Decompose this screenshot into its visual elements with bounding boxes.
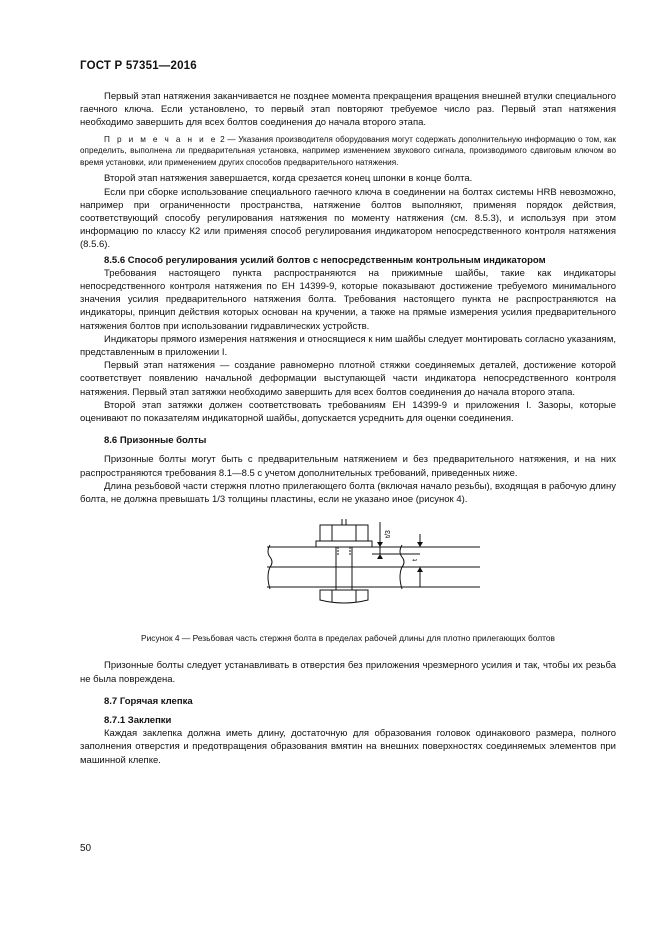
section-heading-8-6: 8.6 Призонные болты: [104, 435, 207, 447]
page-content: [80, 90, 616, 767]
page-number: 50: [80, 843, 92, 854]
section-heading-8-7: 8.7 Горячая клепка: [104, 695, 193, 707]
nut: [320, 525, 368, 541]
document-header: ГОСТ Р 57351—2016: [80, 60, 197, 72]
figure-4-bolt-drawing: [80, 514, 616, 622]
paragraph: Требования настоящего пункта распространяются на прижимные шайбы, такие как индикаторы непосредственного контроля натяжения по ЕН 14399-9, которые показывают достижение требуемого минимального значения усилия предварительного натяжения болта. Требования настоящего пункта не распространяются на индикаторы, принцип действия которых основан на кручении, а также на прямые измерения усилия предварительного натяжения болтов при использовании гидравлических устройств.: [80, 267, 616, 332]
figure-caption: Рисунок 4 — Резьбовая часть стержня болта в пределах рабочей длины для плотно прилегающих болтов: [141, 633, 555, 644]
section-heading-8-5-6: 8.5.6 Способ регулирования усилий болтов с непосредственным контрольным индикатором: [104, 254, 546, 266]
paragraph: Первый этап натяжения заканчивается не позднее момента прекращения вращения внешней втулки специального гаечного ключа. Если установлено, то первый этап повторяют требуемое число раз. Первый этап натяжения необходимо завершить для всех болтов соединения до начала второго этапа.: [80, 91, 616, 129]
paragraph: Если при сборке использование специального гаечного ключа в соединении на болтах системы HRB невозможно, например при ограниченности пространства, натяжение болтов выполняют, применяя порядок действия, соответствующий способу регулирования натяжения по моменту натяжения (см. 8.5.3), и используя при этом информацию по классу К2 или применяя способ регулирования индикатором непосредственного контроля натяжения (8.5.6).: [80, 186, 616, 251]
paragraph: Призонные болты следует устанавливать в отверстия без приложения чрезмерного усилия и так, чтобы их резьба не была повреждена.: [80, 660, 616, 685]
paragraph: Второй этап натяжения завершается, когда срезается конец шпонки в конце болта.: [104, 173, 473, 185]
dimension-label-t: t: [412, 559, 419, 562]
paragraph: Индикаторы прямого измерения натяжения и относящиеся к ним шайбы следует монтировать согласно указаниям, представленным в приложении I.: [80, 333, 616, 359]
paragraph: Длина резьбовой части стержня плотно прилегающего болта (включая начало резьбы), входящая в рабочую длину болта, не должна превышать 1/3 толщины пластины, если не указано иное (рисунок 4).: [80, 480, 616, 506]
washer: [316, 541, 372, 547]
paragraph: Второй этап затяжки должен соответствовать требованиям ЕН 14399-9 и приложения I. Зазоры, которые оценивают по показателям индикаторной шайбы, допускается усреднить для оценки соединения.: [80, 399, 616, 425]
paragraph: Первый этап натяжения — создание равномерно плотной стяжки соединяемых деталей, достижение которой соответствует появлению начальной деформации выступающей части индикатора непосредственного контроля натяжения. Первый этап затяжки необходимо завершить для всех болтов соединения до начала второго этапа.: [80, 360, 616, 398]
paragraph: Каждая заклепка должна иметь длину, достаточную для образования головок одинакового размера, полного заполнения отверстия и предотвращения образования вмятин на внешних поверхностях соединяемых элементов при машинной клепке.: [80, 728, 616, 766]
note-label: П р и м е ч а н и е: [104, 134, 218, 144]
note: [80, 134, 616, 169]
note-text: 2 — Указания производителя оборудования могут содержать дополнительную информацию о том, как определить, выполнена ли предварительная установка, например изменением звукового сигнала, производимого сдвиговым ключом во время установки, или применением других способов предварительного натяжения.: [80, 134, 617, 167]
dimension-label-t-third: t/3: [385, 530, 392, 539]
section-heading-8-7-1: 8.7.1 Заклепки: [104, 715, 172, 727]
bolt-head: [320, 590, 368, 603]
paragraph: Призонные болты могут быть с предварительным натяжением и без предварительного натяжения, и на них распространяются требования 8.1—8.5 с учетом дополнительных требований, приведенных ниже.: [80, 454, 616, 479]
